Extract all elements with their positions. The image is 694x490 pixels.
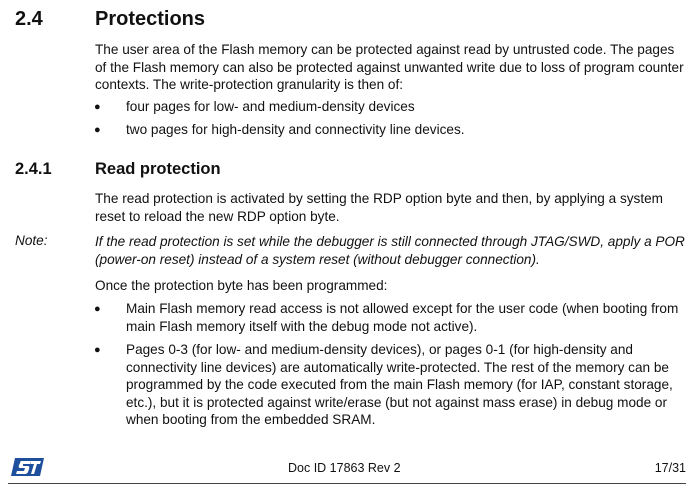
bullet-icon: ● bbox=[94, 303, 101, 315]
intro-paragraph: The user area of the Flash memory can be protected against read by untrusted code. The pages of the Flash memory can also be protected against unwanted write due to loss of program counter contexts. The write-protection granularity is then of: bbox=[95, 42, 684, 93]
intro-bullet-1: four pages for low- and medium-density devices bbox=[126, 99, 415, 114]
bullet-icon: ● bbox=[94, 101, 101, 113]
programmed-bullet-2: Pages 0-3 (for low- and medium-density devices), or pages 0-1 (for high-density and connectivity line devices) are automatically write-protected. The rest of the memory can be programmed by the code executed from the main Flash memory (for IAP, constant storage, etc.), but it is protected against write/erase (but not against mass erase) in debug mode or when booting from the embedded SRAM. bbox=[126, 342, 673, 428]
programmed-bullet-1: Main Flash memory read access is not allowed except for the user code (when booting from main Flash memory itself with the debug mode not active). bbox=[126, 301, 679, 334]
intro-bullet-2: two pages for high-density and connectivity line devices. bbox=[126, 122, 465, 137]
note-label: Note: bbox=[15, 233, 48, 248]
subsection-number: 2.4.1 bbox=[15, 160, 52, 178]
subsection-title: Read protection bbox=[95, 160, 221, 178]
note-text: If the read protection is set while the debugger is still connected through JTAG/SWD, apply a POR (power-on reset) instead of a system reset (without debugger connection). bbox=[95, 234, 685, 267]
footer-page-number: 17/31 bbox=[654, 461, 686, 475]
footer-divider bbox=[8, 483, 686, 484]
programmed-paragraph: Once the protection byte has been programmed: bbox=[95, 278, 388, 293]
bullet-icon: ● bbox=[94, 124, 101, 136]
read-protection-paragraph: The read protection is activated by setting the RDP option byte and then, by applying a system reset to reload the new RDP option byte. bbox=[95, 191, 663, 224]
section-title: Protections bbox=[95, 8, 206, 30]
st-logo-icon bbox=[11, 457, 45, 482]
footer-doc-id: Doc ID 17863 Rev 2 bbox=[288, 461, 401, 475]
bullet-icon: ● bbox=[94, 344, 101, 356]
section-number: 2.4 bbox=[15, 8, 43, 30]
